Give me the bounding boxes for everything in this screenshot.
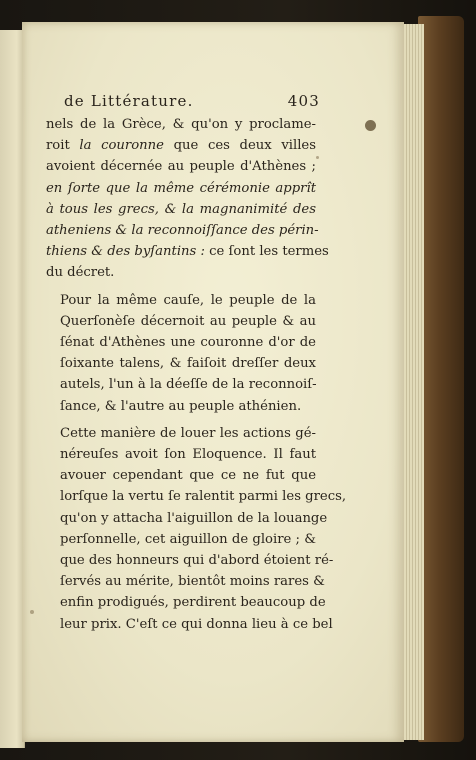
text-line: [46, 311, 316, 332]
italic-text: thiens & des byſantins :: [46, 244, 205, 260]
text-span: enfin prodigués, perdirent beaucoup de: [60, 595, 326, 611]
text-line: [46, 332, 316, 353]
running-head: [64, 92, 320, 110]
text-line: [46, 156, 316, 177]
text-line: [46, 374, 316, 395]
text-span: avouer cependant que ce ne fut que: [60, 468, 316, 484]
text-line: [46, 444, 316, 465]
text-line: [46, 592, 326, 613]
italic-text: la couronne: [79, 138, 164, 154]
paragraph: [46, 423, 347, 635]
text-line: [46, 508, 328, 529]
italic-text: à tous les grecs, & la magnanimité des: [46, 201, 316, 217]
text-span: autels, l'un à la déeſſe de la reconnoiſ-: [60, 377, 317, 393]
text-span: lorſque la vertu ſe ralentit parmi les grecs,: [60, 489, 347, 505]
text-line: [46, 571, 325, 592]
page-number: 403: [287, 92, 320, 110]
body-text: [46, 114, 347, 635]
text-span: du décret.: [46, 265, 115, 281]
text-span: ſénat d'Athènes une couronne d'or de: [60, 335, 316, 351]
text-span: roit: [46, 138, 80, 154]
text-line: [46, 550, 334, 571]
text-span: ce ſont les termes: [204, 244, 329, 260]
text-span: leur prix. C'eſt ce qui donna lieu à ce bel: [60, 616, 333, 632]
paper-speck: [316, 156, 319, 159]
text-span: Querſonèſe décernoit au peuple & au: [60, 313, 316, 329]
text-line: [46, 262, 316, 283]
text-line: [46, 396, 316, 417]
text-span: qu'on y attacha l'aiguillon de la louange: [60, 510, 328, 526]
text-line: [46, 529, 316, 550]
paragraph: [46, 114, 329, 284]
text-span: que ces deux villes: [163, 138, 316, 154]
text-span: avoient décernée au peuple d'Athènes ;: [46, 159, 316, 175]
italic-text: en ſorte que la même cérémonie apprît: [46, 180, 316, 196]
italic-text: atheniens & la reconnoiſſance des périn-: [46, 223, 319, 239]
running-head-title: de Littérature.: [64, 92, 194, 110]
text-line: [46, 220, 319, 241]
text-line: [46, 353, 316, 374]
text-line: [46, 135, 316, 156]
text-span: néreuſes avoit ſon Eloquence. Il faut: [60, 447, 316, 463]
text-line: [46, 114, 316, 135]
book-cover: [418, 16, 464, 742]
text-span: Pour la même cauſe, le peuple de la: [60, 292, 316, 308]
paragraph: [46, 290, 316, 417]
text-span: que des honneurs qui d'abord étoient ré-: [60, 553, 334, 569]
text-line: [46, 486, 347, 507]
text-line: [46, 614, 333, 635]
text-line: [46, 465, 316, 486]
text-line: [46, 423, 316, 444]
text-line: [46, 290, 316, 311]
text-span: perſonnelle, cet aiguillon de gloire ; &: [60, 531, 316, 547]
text-span: ſance, & l'autre au peuple athénien.: [60, 398, 302, 414]
ink-blot: [365, 120, 376, 131]
text-span: ſervés au mérite, bientôt moins rares &: [60, 574, 325, 590]
text-span: Cette manière de louer les actions gé-: [60, 425, 316, 441]
text-line: [46, 178, 316, 199]
text-span: nels de la Grèce, & qu'on y proclame-: [46, 117, 316, 132]
paper-speck: [30, 610, 34, 614]
text-line: [46, 241, 329, 262]
text-span: ſoixante talens, & faiſoit dreſſer deux: [60, 356, 316, 372]
text-line: [46, 199, 316, 220]
